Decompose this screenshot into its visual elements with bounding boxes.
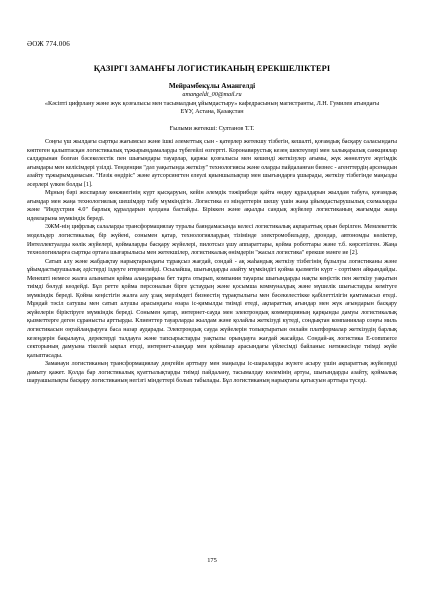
page-number: 175 xyxy=(207,557,217,564)
paragraph: Заманауи логистиканың трансформациялау деңгейін арттыру мен маңызды іс-шараларды жүзеге асыру үшін ақпараттық жүйелерді дамыту қажет. Қолда бар логистикалық қуаттылықтарды тиімді пайдалану, тасымалдау көлемінің артуы, шығындарды азайту, қоймалық шаруашылықты басқару логистиканың негізгі міндеттері болып табылады. Бұл логистиканың нарықтағы қатысуын арттыра түседі. xyxy=(27,361,397,385)
author-email: amangeldi_00@mail.ru xyxy=(182,91,242,98)
paragraph: ЭЖМ-нің цифрлық салаларды трансформациялау туралы баяндамасында келесі логистикалық ақпараттық орын берілген. Мемлекеттік модельдер логистикалық бір жүйені, сонымен қатар, технологиялардың тізімінде электромобильдер, дрондар, автономды көліктер, Интеллектуалды көлік жүйелері, қоймаларды басқару жүйелері, пилотсыз ұшу аппараттары, қойма роботтары және т.б. көрсетілген. Жаңа технологияларға сыртқы ортаға шығарылысы мен жетекшілер, логистикалық өнімдерін "жасыл логистика" ерекше мәнге ие [2]. xyxy=(27,224,397,257)
paper-title: ҚАЗІРГІ ЗАМАНҒЫ ЛОГИСТИКАНЫҢ ЕРЕКШЕЛІКТЕРІ xyxy=(93,64,331,73)
author-affiliation: «Кәсіпті цифрлану және жүк қозғалысы мен тасымалдың ұйымдастыру» кафедрасының магистранты, Л.Н. Гумилев атындағы ЕҰУ, Астана, Қазақстан xyxy=(44,100,380,116)
paragraph: Мұның бәрі жоспарлау көкжиегінің күрт қысқаруын, кейін әлемдік тәжірибеде қайта өндеу құралдарын жылдам табуға, қоғамдық ағымдар мен жаңа технологиялық шешімдер табу мүмкіндігін. Логистика ез міндеттерін шешу үшін жаңа ұйымдастырушылық схемаларды және "Индустрия 4.0" барлық құралдарын қолдана бастайды. Біріккен және ақылды сандық жүйелер логистиканың жағымды жаңа идеяларына мүмкіндік береді. xyxy=(27,190,397,222)
author-name: Мейрамбекұлы Амангелді xyxy=(168,82,256,90)
article-body xyxy=(27,138,397,386)
paragraph: Сатып алу және жабдықтау нарықтарындағы тұрақсыз жағдай, сондай - ақ жаһандық жеткізу тізбегінің бұзылуы логистиканы және ұйымдастырушылық әдістерді іздеуге итермелейді. Осылайша, шығындарды азайту мүмкіндігі қойма қызметін күрт - сортімен айқындайды. Менешті немесе жалға алынатын қойма алаңдарына бет тарта отырып, компания тауарлы шығындарды нақты кеңістік пен жеткізу уақытын тиімді бөлуді көздейді. Бұл ретте қойма персоналын бірге ұстаудың және қосымша коммуналдық және мүшелік шығыстарды кемітуге мүмкіндік береді. Қойма кеңістігін жалға алу ұзақ мерзімдегі бизнестің тұрақтылығы мен бәсекелестікке қабілеттілігін қамтамасыз етеді. Мұндай тәсіл сатушы мен сатып алушы арасындағы өзара іс-қимылды тиімді етеді, ақпараттық ағындар мен жүк ағындарын басқару жүйелерін біріктіруге мүмкіндік береді. Сонымен қатар, интернет-сауда мен электрондық коммерцияның қарқынды дамуы логистикалық қызметтерге деген сұранысты арттырды. Клиенттер тауарларды жылдам және қолайлы жеткізуді күтеді, сондықтан компаниялар соңғы миль логистикасын оңтайландыруға баса назар аударады. Электрондық сауда жүйелерін толықтыратын онлайн платформалар жеткізудің барлық кезеңдерін бақылауға, деректерді талдауға және тапсырыстарды уақтылы орындауға жағдай жасайды. Сондай-ақ логистика E-commerce секторының дамуына тікелей ықпал етеді, интернет-алаңдар мен қоймалар арасындағы үйлесімді байланыс нәтижесінде тиімді жүйе қалыптасады. xyxy=(27,258,397,359)
paragraph: Соңғы үш жылдағы сыртқы жағымсыз және ішкі әлеметтық сын - қатерлер жетекшу тізбегін, кешалті, қоғамдық басқару саласындағы көптеген қалыптасқан логистикалық тұжырымдамаларды түбегейлі өзгертті. Коронавирустық кезең шектеулері мен халықаралық санкциялар салдарынан болған бәсекелестік пен шығындары тауарлар, қаржы қозғалысы мен кешенді жеткізулер ағымы, жүк жөнелтуге жүгімдік ағымдары мен келісімдері үзілді. Тенденция "дәл уақытында жеткізу" технологиясы және оларды пайдаланған бизнес - агенттердің арсенадын азайту тұжырымдамасын. "Нәзік өндіріс" және аутсорсингтен елеулі қиыншылықтар мен шығындарға ұшырады, жеткізу тізбегінде маңызды әсерлері үлкен болды [1]. xyxy=(27,139,397,188)
scientific-advisor: Ғылыми жетекші: Султанов Т.Т. xyxy=(169,125,255,132)
udc-code: ӘОЖ 774.006 xyxy=(27,40,70,48)
